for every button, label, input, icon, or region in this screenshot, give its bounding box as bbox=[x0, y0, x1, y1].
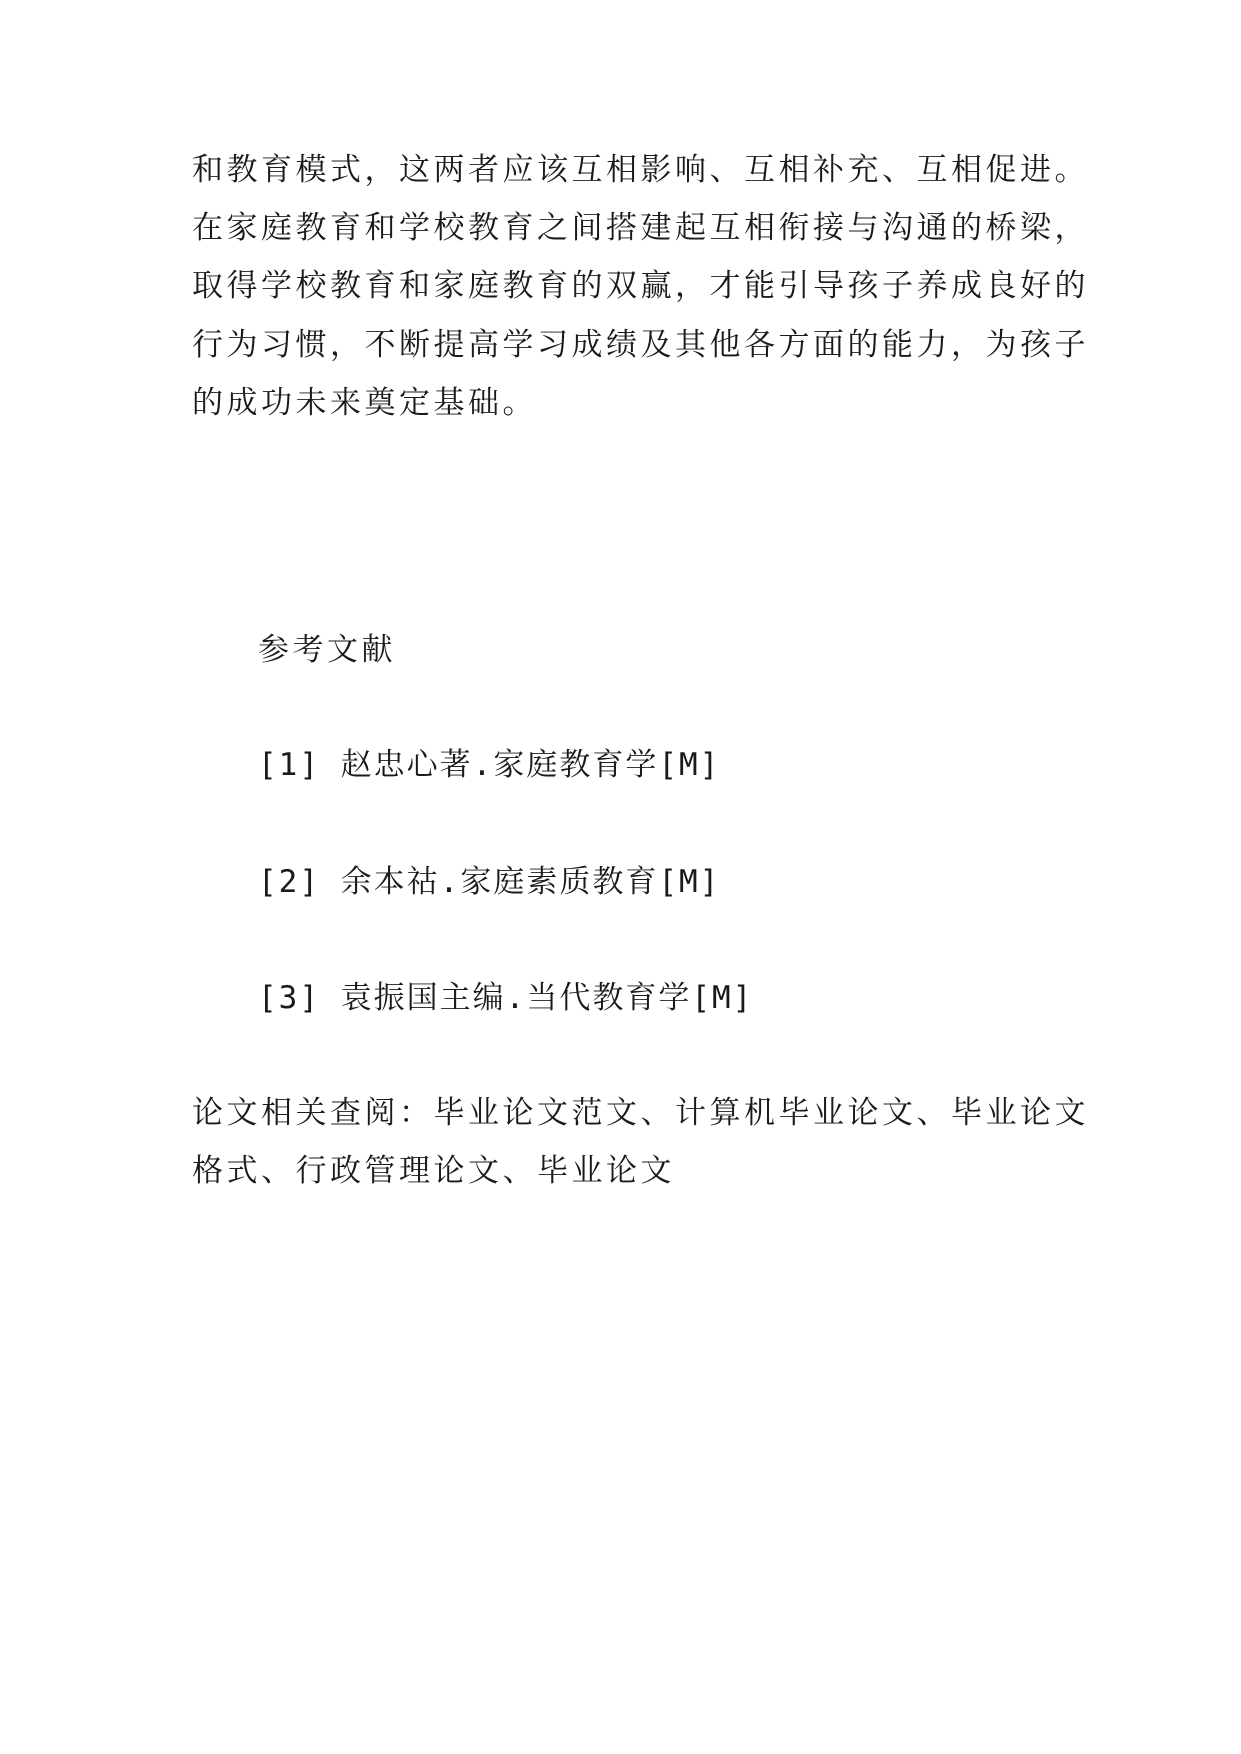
body-line-5: 的成功未来奠定基础。 bbox=[192, 385, 537, 421]
related-line-1: 论文相关查阅：毕业论文范文、计算机毕业论文、毕业论文 bbox=[192, 1095, 1089, 1131]
references-heading: 参考文献 bbox=[258, 632, 396, 668]
reference-item-1: [1] 赵忠心著.家庭教育学[M] bbox=[258, 747, 721, 783]
related-line-2: 格式、行政管理论文、毕业论文 bbox=[192, 1153, 675, 1189]
body-line-4: 行为习惯，不断提高学习成绩及其他各方面的能力，为孩子 bbox=[192, 327, 1089, 363]
body-line-2: 在家庭教育和学校教育之间搭建起互相衔接与沟通的桥梁， bbox=[192, 210, 1089, 246]
reference-item-3: [3] 袁振国主编.当代教育学[M] bbox=[258, 980, 754, 1016]
body-line-1: 和教育模式，这两者应该互相影响、互相补充、互相促进。 bbox=[192, 152, 1089, 188]
reference-item-2: [2] 余本祜.家庭素质教育[M] bbox=[258, 864, 721, 900]
body-line-3: 取得学校教育和家庭教育的双赢，才能引导孩子养成良好的 bbox=[192, 268, 1089, 304]
